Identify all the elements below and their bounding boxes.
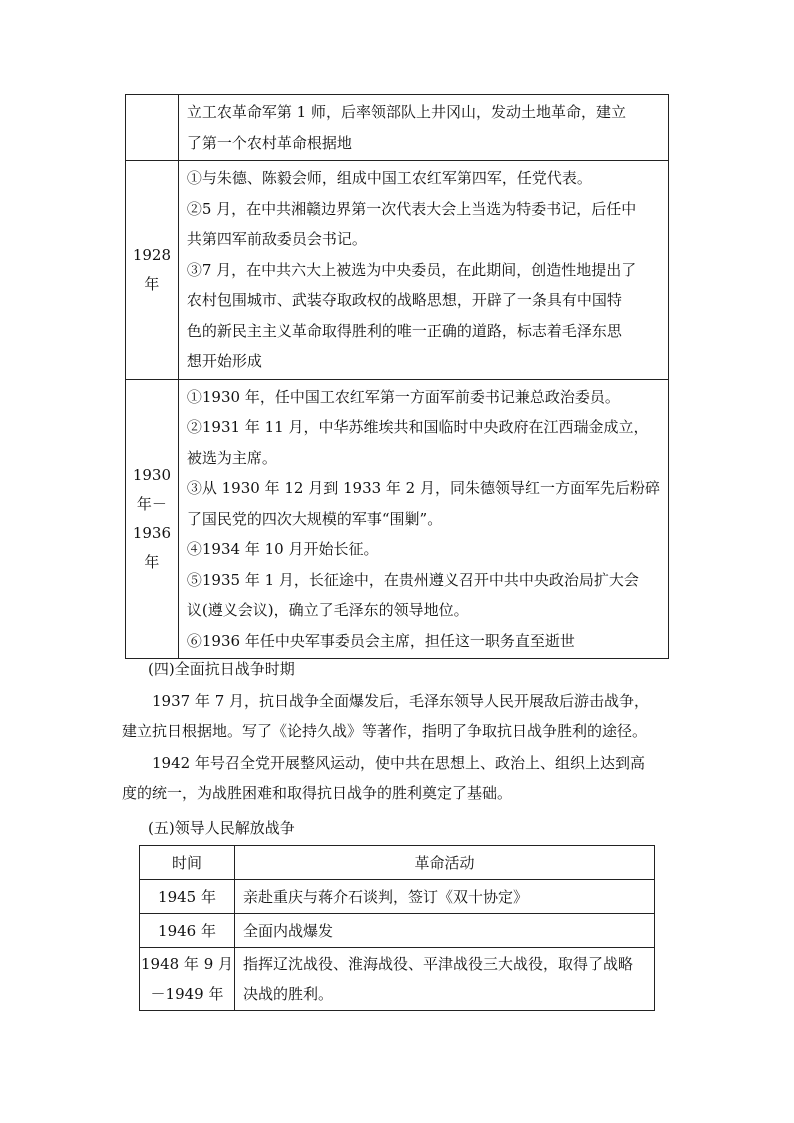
text-line: 想开始形成 xyxy=(186,352,262,370)
paragraph-1937 xyxy=(122,686,678,746)
year-line: 1936 xyxy=(132,523,172,542)
column-header-time: 时间 xyxy=(140,846,235,880)
text-line: 了第一个农村革命根据地 xyxy=(186,133,352,152)
year-cell xyxy=(126,95,179,161)
column-header-activity: 革命活动 xyxy=(235,846,655,880)
paragraph-line: 度的统一，为战胜困难和取得抗日战争的胜利奠定了基础。 xyxy=(122,784,513,802)
paragraph-line: 建立抗日根据地。写了《论持久战》等著作，指明了争取抗日战争胜利的途径。 xyxy=(122,722,648,740)
time-cell xyxy=(140,948,235,1011)
text-line: ③从 1930 年 12 月到 1933 年 2 月，同朱德领导红一方面军先后粉碎 xyxy=(186,479,660,497)
text-line: ④1934 年 10 月开始长征。 xyxy=(186,540,379,558)
text-line: 立工农革命军第 1 师，后率领部队上井冈山，发动土地革命，建立 xyxy=(186,103,626,121)
text-line: ②5 月，在中共湘赣边界第一次代表大会上当选为特委书记，后任中 xyxy=(186,199,637,218)
paragraph-1942 xyxy=(122,748,678,808)
table-row xyxy=(126,95,669,161)
time-cell xyxy=(140,880,235,914)
activity-cell xyxy=(235,880,655,914)
activity-line: 指挥辽沈战役、淮海战役、平津战役三大战役，取得了战略 xyxy=(243,955,634,973)
time-cell xyxy=(140,914,235,948)
time-line: 1946 年 xyxy=(158,921,216,940)
activity-line: 全面内战爆发 xyxy=(243,921,334,940)
year-cell xyxy=(126,161,179,380)
year-line: 年－ xyxy=(136,494,167,513)
activity-line: 亲赴重庆与蒋介石谈判，签订《双十协定》 xyxy=(243,887,529,906)
table-header-row xyxy=(140,846,655,880)
mao-biography-table-part xyxy=(125,94,669,659)
text-line: ③7 月，在中共六大上被选为中央委员，在此期间，创造性地提出了 xyxy=(186,260,637,279)
activity-cell xyxy=(178,161,668,380)
section-heading-anti-japanese-war: (四)全面抗日战争时期 xyxy=(148,660,295,678)
text-line: 色的新民主主义革命取得胜利的唯一正确的道路，标志着毛泽东思 xyxy=(186,321,622,340)
year-line: 1930 xyxy=(132,465,172,484)
text-line: ⑤1935 年 1 月，长征途中，在贵州遵义召开中共中央政治局扩大会 xyxy=(186,570,639,589)
activity-cell xyxy=(235,914,655,948)
activity-cell xyxy=(178,95,668,161)
table-row xyxy=(126,161,669,380)
liberation-war-table xyxy=(139,845,655,1011)
paragraph-line: 1942 年号召全党开展整风运动，使中共在思想上、政治上、组织上达到高 xyxy=(152,754,645,772)
year-line: 年 xyxy=(144,552,160,571)
paragraph-line: 1937 年 7 月，抗日战争全面爆发后，毛泽东领导人民开展敌后游击战争， xyxy=(152,692,650,710)
text-line: 共第四军前敌委员会书记。 xyxy=(186,230,367,248)
activity-cell xyxy=(235,948,655,1011)
table-row xyxy=(140,914,655,948)
text-line: ②1931 年 11 月，中华苏维埃共和国临时中央政府在江西瑞金成立， xyxy=(186,418,649,436)
text-line: 了国民党的四次大规模的军事“围剿”。 xyxy=(186,509,443,528)
year-line: 年 xyxy=(144,274,160,293)
text-line: ①与朱德、陈毅会师，组成中国工农红军第四军，任党代表。 xyxy=(186,169,592,187)
activity-line: 决战的胜利。 xyxy=(243,985,334,1003)
year-line: 1928 xyxy=(132,245,172,264)
year-cell xyxy=(126,379,179,659)
table-row xyxy=(140,880,655,914)
section-heading-liberation-war: (五)领导人民解放战争 xyxy=(148,819,295,837)
table-row xyxy=(140,948,655,1011)
text-line: ⑥1936 年任中央军事委员会主席，担任这一职务直至逝世 xyxy=(186,631,575,650)
text-line: ①1930 年，任中国工农红军第一方面军前委书记兼总政治委员。 xyxy=(186,387,620,406)
table-row xyxy=(126,379,669,659)
time-line: －1949 年 xyxy=(150,985,224,1003)
activity-cell xyxy=(178,379,668,659)
text-line: 议(遵义会议)，确立了毛泽东的领导地位。 xyxy=(186,601,469,619)
text-line: 农村包围城市、武装夺取政权的战略思想，开辟了一条具有中国特 xyxy=(186,291,622,309)
time-line: 1948 年 9 月 xyxy=(141,955,234,973)
time-line: 1945 年 xyxy=(158,887,216,906)
text-line: 被选为主席。 xyxy=(186,448,277,467)
